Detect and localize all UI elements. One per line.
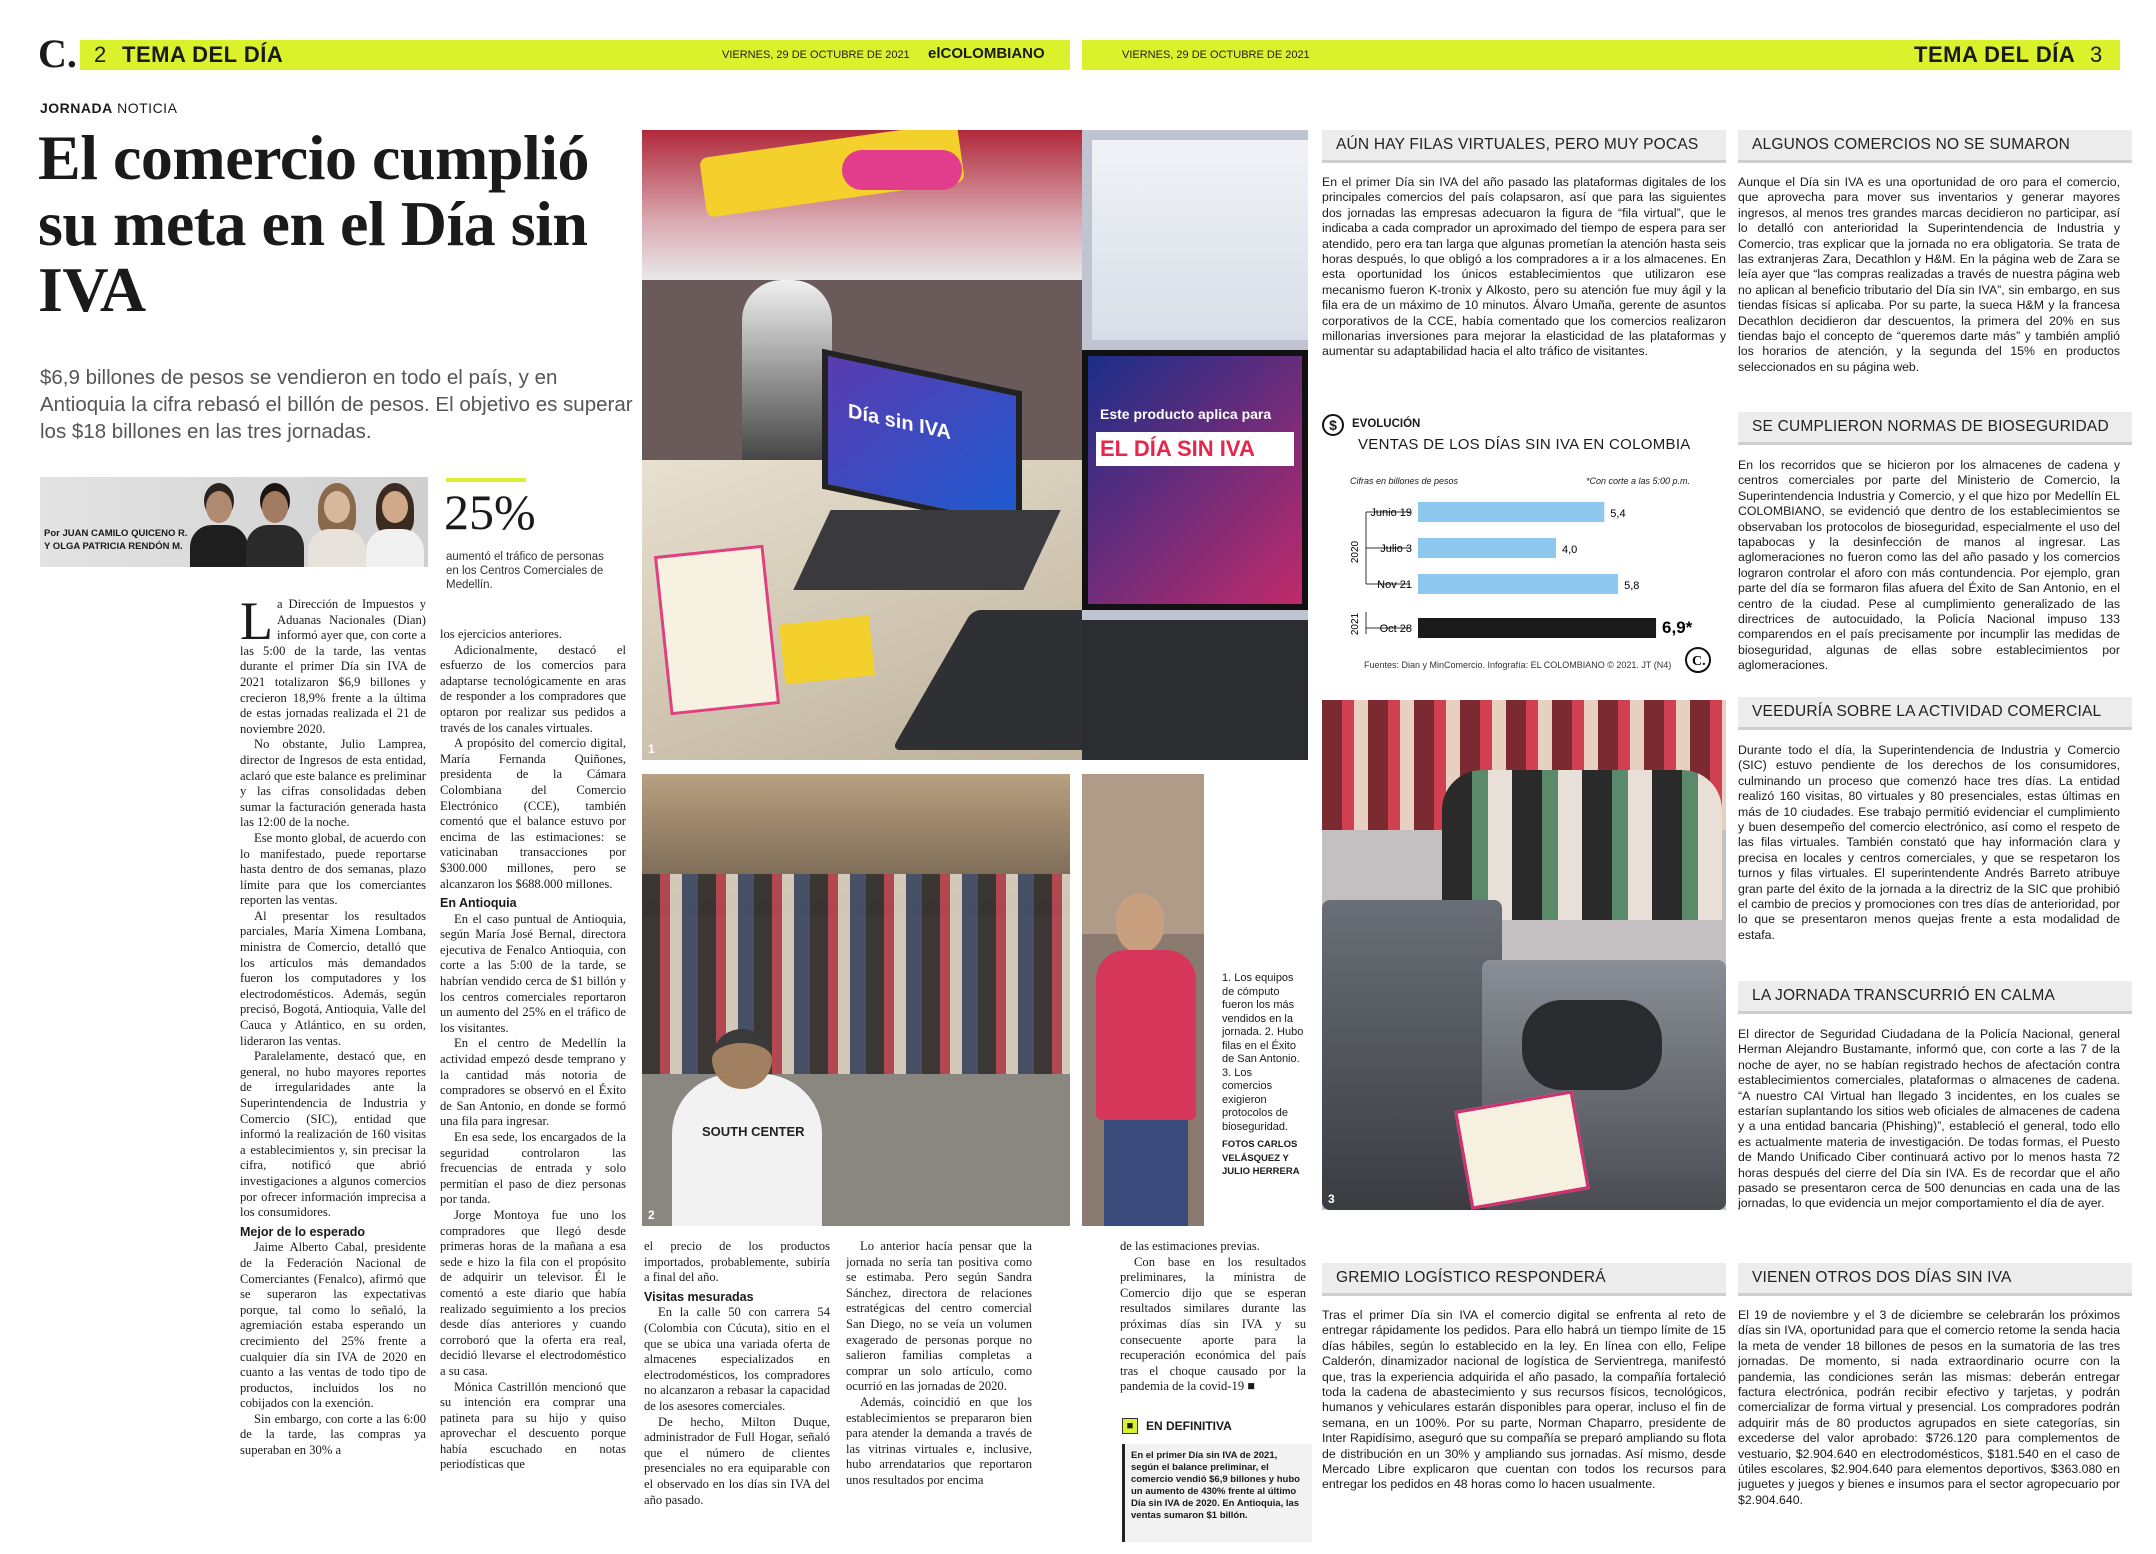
- col2-p3: A propósito del comercio digital, María Fernanda Quiñones, presidenta de la Cámara Colombiana del Comercio Electrónico (CCE), también comentó que el balance estuvo por encima de las estimaciones: se vaticinaban transacciones por $300.000 millones, pero se alcanzaron los $688.000 millones.: [440, 736, 626, 891]
- col3-p2: En la calle 50 con carrera 54 (Colombia con Cúcuta), sitio en el que se ubica una variada oferta de almacenes especializados en electrodomésticos, los compradores no alcanzaron a rebasar la capacidad de los asesores comerciales.: [644, 1305, 830, 1413]
- page-number-right: 3: [2090, 42, 2103, 67]
- shoppers: [1442, 770, 1722, 920]
- laptop-screen-text: Día sin IVA: [848, 400, 951, 445]
- col3-subhead: Visitas mesuradas: [644, 1289, 754, 1304]
- kicker-light: NOTICIA: [117, 100, 178, 116]
- byline-photo: [40, 477, 428, 567]
- value-label: 5,8: [1624, 580, 1640, 592]
- kicker: [40, 100, 177, 116]
- sidebar-heading-7: VIENEN OTROS DOS DÍAS SIN IVA: [1738, 1263, 2132, 1296]
- washer-lid: [1522, 1000, 1662, 1090]
- monitor-bg: [1092, 140, 1308, 340]
- man-jeans: [1104, 1120, 1188, 1226]
- category-label: Junio 19: [1370, 507, 1412, 519]
- col2-p5: En el centro de Medellín la actividad empezó desde temprano y la cantidad más notoria de compradores se observó en el Éxito de San Antonio, en donde se formó una fila para ingresar.: [440, 1036, 626, 1129]
- stat-rule: [446, 478, 526, 482]
- kicker-bold: JORNADA: [40, 100, 113, 116]
- sidebar-text-3: En los recorridos que se hicieron por los almacenes de cadena y centros comerciales por parte del Ministerio de Comercio, la Superintendencia Industria y Comercio, y el que hizo por Medellín EL COLOMBIANO, se evidenció que dentro de los establecimientos se observaban los protocolos de bioseguridad, especialmente el uso del tapabocas y la desinfección de manos al ingresar. Las aglomeraciones no fueron como las del año pasado y los comercios lograron controlar el aforo con más contundencia. Por ejemplo, gran parte del día se formaron filas afuera del Éxito de San Antonio, en el centro de la ciudad. Pese al cumplimiento generalizado de las directrices de autocuidado, la Policía Nacional impuso 133 comparendos en el país precisamente por incumplir las medidas de bioseguridad, algunas de ellas sobre establecimientos por aglomeraciones.: [1738, 458, 2120, 673]
- sidebar-heading-3: SE CUMPLIERON NORMAS DE BIOSEGURIDAD: [1738, 412, 2132, 445]
- chart-kicker: EVOLUCIÓN: [1352, 418, 1421, 430]
- definitiva-box: [1122, 1418, 1312, 1544]
- photo-screen-sign: [1082, 130, 1308, 760]
- header-bar-left: [80, 40, 1070, 70]
- definitiva-title: EN DEFINITIVA: [1146, 1419, 1232, 1433]
- author-photo-2: [246, 483, 304, 567]
- value-label: 5,4: [1610, 508, 1626, 520]
- laptop-sign-line-1: Este producto aplica para: [1100, 406, 1272, 422]
- photo-queue: [642, 774, 1070, 1226]
- category-label: Nov 21: [1377, 579, 1412, 591]
- byline: [44, 527, 188, 553]
- body-column-3: [644, 1239, 830, 1549]
- brand-logo: elCOLOMBIANO: [928, 45, 1045, 62]
- col5-p1: de las estimaciones previas.: [1120, 1239, 1260, 1253]
- col3-p3: De hecho, Milton Duque, administrador de Full Hogar, señaló que el número de clientes presenciales no era equiparable con el observado en los días sin IVA del año pasado.: [644, 1414, 830, 1507]
- sidebar-text-4: Durante todo el día, la Superintendencia de Industria y Comercio (SIC) estuvo pendiente de los derechos de los consumidores, culminando un proceso que comenzó hace tres días. La entidad realizó 160 visitas, 80 virtuales y 80 presenciales, estas últimas en más de 10 ciudades. Ese trabajo permitió evidenciar el cumplimiento y buen desempeño del comercio electrónico, así como el respeto de las filas virtuales. También constató que hay información clara y precisa en locales y centros comerciales, y que se respetaron los turnos y filas virtuales. El superintendente Andrés Barreto atribuye gran parte del éxito de la jornada a la directriz de la SIC que prohibió el cambio de precios y promociones con tres días de anterioridad, por lo que se presentaron menos quejas frente a esta modalidad de estafa.: [1738, 743, 2120, 942]
- author-photo-3: [308, 483, 366, 567]
- col3-p1: el precio de los productos importados, probablemente, subiría a final del año.: [644, 1239, 830, 1285]
- sidebar-heading-1: AÚN HAY FILAS VIRTUALES, PERO MUY POCAS: [1322, 130, 1726, 163]
- col1-p3: Ese monto global, de acuerdo con lo manifestado, puede reportarse hasta dentro de dos semanas, plazo límite para que los comerciantes reporten las ventas.: [240, 830, 426, 908]
- section-title-left: TEMA DEL DÍA: [122, 42, 284, 67]
- sidebar-heading-2: ALGUNOS COMERCIOS NO SE SUMARON: [1738, 130, 2132, 163]
- photo-appliances: [1322, 700, 1726, 1210]
- col1-subhead: Mejor de lo esperado: [240, 1224, 366, 1239]
- value-label: 4,0: [1562, 544, 1578, 556]
- date-left: VIERNES, 29 DE OCTUBRE DE 2021: [722, 49, 910, 61]
- sidebar-text-7: El 19 de noviembre y el 3 de diciembre se celebrarán los próximos días sin IVA, oportunidad para que el comercio retome la senda hacia la meta de vender 18 billones de pesos en la sumatoria de las tres jornadas. De momento, si nada extraordinario ocurre con la pandemia, las condiciones serán las mismas: deberán entregar factura electrónica, podrán recibir efectivo y tarjetas, y podrán comercializar de forma virtual y presencial. Los compradores podrán adquirir más de 80 productos agrupados en siete categorías, sin excederse del valor aprobado: $726.120 para complementos de vestuario, $2.904.640 en electrodomésticos, $181.540 en el caso de útiles escolares, $2.904.640 para elementos deportivos, $363.080 en juguetes y juegos y bienes e insumos para el sector agropecuario por $2.904.640.: [1738, 1308, 2120, 1507]
- sidebar-text-6: Tras el primer Día sin IVA el comercio digital se enfrenta al reto de entregar rápidamente los pedidos. Para ello habrá un tiempo límite de 15 días hábiles, según lo establecido en la ley. En línea con ello, Felipe Calderón, dinamizador nacional de logística de Servientrega, manifestó que, tras la experiencia adquirida el año pasado, la compañía fortaleció toda la cadena de abastecimiento y sus recursos físicos, tecnológicos, humanos y vehiculares estarán disponibles para operar, incluso el fin de semana, en un 100%. Por su parte, Norman Chaparro, presidente de Inter Rapidísimo, aseguró que su compañía se preparó ampliando su flota de distribución en un 30% y ampliando sus jornadas. Así mismo, desde Mercado Libre explicaron que cuentan con todos los recursos para entregar los pedidos en 48 horas como lo hacen usualmente.: [1322, 1308, 1726, 1492]
- shopper-figure: [742, 280, 832, 480]
- chart-icon: $: [1322, 414, 1344, 436]
- chart-corte-note: *Con corte a las 5:00 p.m.: [1586, 476, 1691, 486]
- author-photo-1: [190, 483, 248, 567]
- col2-p2: Adicionalmente, destacó el esfuerzo de los comercios para adaptarse tecnológicamente en aras de responder a los compradores que optaron por realizar sus pedidos a través de los canales virtuales.: [440, 642, 626, 735]
- man-head: [1116, 894, 1164, 952]
- man-cap: [672, 1074, 822, 1226]
- sidebar-text-5: El director de Seguridad Ciudadana de la Policía Nacional, general Herman Alejandro Bustamante, informó que, con corte a las 7 de la noche de ayer, no se habían registrado hechos de afectación contra establecimientos comerciales, plataformas o almacenes de cadena. “A nuestro CAI Virtual han llegado 3 incidentes, en los cuales se estarían suplantando los sitios web oficiales de almacenes de cadena y a una entidad bancaria (Phishing)”, estableció el general, todo ello es actualmente materia de investigación. De todas formas, el Puesto de Mando Unificado Ciber continuará activo por lo menos hasta 72 horas después del cierre del Día sin IVA. Es de recordar que el año pasado se presentaron cerca de 500 denuncias en cada una de las jornadas, lo que evidencia un mejor comportamiento el día de ayer.: [1738, 1027, 2120, 1211]
- chart-source: Fuentes: Dian y MinComercio. Infografía: EL COLOMBIANO © 2021. JT (N4): [1364, 660, 1672, 670]
- chart-unit-note: Cifras en billones de pesos: [1350, 476, 1459, 486]
- laptop-sign-line-2: EL DÍA SIN IVA: [1096, 432, 1294, 466]
- laptop-keyboard-1: [793, 510, 1060, 590]
- bar: [1418, 574, 1618, 594]
- stat-value: 25%: [444, 484, 536, 540]
- group-label-2021: 2021: [1350, 612, 1361, 636]
- price-tag-1: [654, 545, 780, 716]
- col1-p1: a Dirección de Impuestos y Aduanas Nacionales (Dian) informó ayer que, con corte a las 5:00 de la tarde, las ventas durante el primer Día sin IVA de 2021 totalizaron $6,9 billones y crecieron 18,9% frente a la última de estas jornadas realizada el 21 de noviembre 2020.: [240, 597, 426, 736]
- sidebar-heading-6: GREMIO LOGÍSTICO RESPONDERÁ: [1322, 1263, 1726, 1296]
- date-right: VIERNES, 29 DE OCTUBRE DE 2021: [1122, 49, 1310, 61]
- col2-subhead: En Antioquia: [440, 896, 517, 911]
- bar: [1418, 538, 1556, 558]
- sidebar-text-2: Aunque el Día sin IVA es una oportunidad de oro para el comercio, que aprovecha para mover sus inventarios y generar mayores ingresos, al menos tres grandes marcas decidieron no participar, así lo detalló con anterioridad la Superintendencia de Industria y Comercio, tras explicar que la jornada no era obligatoria. Se trata de las extranjeras Zara, Decathlon y H&M. En la página web de Zara se leía ayer que “las compras realizadas a través de nuestra página web no aplican al beneficio tributario del Día sin IVA”, sin embargo, en sus tiendas físicas sí aplicaba. Por su parte, la sueca H&M y la francesa Decathlon decidieron dar descuentos, la primera del 20% en sus tiendas bajo el concepto de “queremos darte más” y también amplió los horarios de atención, y la segunda del 15% en productos seleccionados en su página web.: [1738, 175, 2120, 374]
- col1-p7: Sin embargo, con corte a las 6:00 de la tarde, las compras ya superaban en 30% a: [240, 1411, 426, 1458]
- stat-text: aumentó el tráfico de personas en los Centros Comerciales de Medellín.: [446, 551, 604, 591]
- author-photo-4: [366, 483, 424, 567]
- price-tag-2: [779, 615, 875, 684]
- bar: [1418, 618, 1656, 638]
- col5-p2: Con base en los resultados preliminares, la ministra de Comercio dijo que se esperan resultados similares durante las próximas días sin IVA y su consecuente aporte para la recuperación económica del país tras el choque causado por la pandemia de la covid-19 ■: [1120, 1254, 1306, 1394]
- photo-credit: FOTOS CARLOS VELÁSQUEZ Y JULIO HERRERA: [1222, 1139, 1300, 1177]
- col1-p5: Paralelamente, destacó que, en general, no hubo mayores reportes de irregularidades ante la Superintendencia de Industria y Comercio (SIC), entidad que informó la realización de 160 visitas a establecimientos y, sin precisar la cifra, notificó que abrió investigaciones a algunos comercios por ofrecer información imprecisa a los consumidores.: [240, 1049, 426, 1220]
- caption-text: 1. Los equipos de cómputo fueron los más vendidos en la jornada. 2. Hubo filas en el Éxito de San Antonio. 3. Los comercios exigieron protocolos de bioseguridad.: [1222, 972, 1304, 1133]
- col1-p6: Jaime Alberto Cabal, presidente de la Federación Nacional de Comerciantes (Fenalco), afirmó que se superaron las expectativas porque, tal como lo señaló, la agremiación estaba esperando un crecimiento del 25% frente a cualquier día sin IVA de 2020 en cuanto a las ventas de todo tipo de productos, incluidos los no cobijados con la exención.: [240, 1240, 426, 1411]
- logo-left: C.: [38, 31, 77, 76]
- col2-p4: En el caso puntual de Antioquia, según María José Bernal, directora ejecutiva de Fenalco Antioquia, con corte a las 5:00 de la tarde, se habrían vendido cerca de $1 billón y los centros comerciales reportaron un aumento del 25% en el tráfico de los visitantes.: [440, 911, 626, 1035]
- chart-panel: [1322, 412, 1726, 674]
- sidebar-heading-5: LA JORNADA TRANSCURRIÓ EN CALMA: [1738, 981, 2132, 1014]
- man-cap-head: [712, 1029, 772, 1089]
- col2-p7: Jorge Montoya fue uno los compradores que llegó desde primeras horas de la mañana a esa sede e hizo la fila con el propósito de adquirir un televisor. Él le comentó a este diario que había realizado seguimiento a los precios desde días anteriores y cuando corroboró que la oferta era real, decidió llevarse el electrodoméstico a su casa.: [440, 1207, 626, 1378]
- store-sign-2: [842, 150, 962, 190]
- man-pink-shirt: [1096, 950, 1196, 1120]
- byline-line-1: Por JUAN CAMILO QUICENO R.: [44, 528, 188, 539]
- crowd: [642, 874, 1070, 1094]
- byline-line-2: Y OLGA PATRICIA RENDÓN M.: [44, 541, 183, 552]
- col1-p2: No obstante, Julio Lamprea, director de Ingresos de esta entidad, aclaró que este balance es preliminar y las cifras consolidadas deben sumar la facturación generada hasta las 12:00 de la noche.: [240, 737, 426, 830]
- group-label-2020: 2020: [1350, 540, 1361, 564]
- header-bar-right: [1082, 40, 2120, 70]
- chart-title: VENTAS DE LOS DÍAS SIN IVA EN COLOMBIA: [1358, 436, 1691, 453]
- photo-number-2: 2: [648, 1208, 655, 1222]
- col2-p8: Mónica Castrillón mencionó que su intención era comprar una patineta para su hijo y quiso aprovechar el descuento porque había escuchado en notas periodísticas que: [440, 1379, 626, 1472]
- body-column-1: [240, 597, 426, 1549]
- definitiva-icon: ■: [1122, 1418, 1138, 1434]
- laptop-base: [1082, 620, 1308, 760]
- definitiva-text: En el primer Día sin IVA de 2021, según el balance preliminar, el comercio vendió $6,9 billones y hubo un aumento de 430% frente al último Día sin IVA de 2020. En Antioquia, las ventas sumaron $1 billón.: [1122, 1444, 1312, 1542]
- bar: [1418, 502, 1604, 522]
- brand-badge-letter: C.: [1692, 654, 1706, 669]
- shirt-text: SOUTH CENTER: [702, 1124, 805, 1139]
- photo-man-pink: [1082, 774, 1204, 1226]
- sidebar-heading-4: VEEDURÍA SOBRE LA ACTIVIDAD COMERCIAL: [1738, 697, 2132, 730]
- chart-svg: [1322, 488, 1726, 674]
- value-label: 6,9*: [1662, 618, 1693, 637]
- category-label: Julio 3: [1380, 543, 1412, 555]
- promo-card: [1454, 1090, 1590, 1209]
- photo-number-1: 1: [648, 742, 655, 756]
- sidebar-text-1: En el primer Día sin IVA del año pasado las plataformas digitales de los principales comercios del país colapsaron, así que para las siguientes dos jornadas las empresas adecuaron la figura de “fila virtual”, que le indicaba a cada comprador un aproximado del tiempo de espera para ser atendido, pero era tan larga que algunas prometían la atención hasta seis horas después, lo que obligó a los compradores a ir a los almacenes. En esta oportunidad los únicos establecimientos que utilizaron ese mecanismo fueron K-tronix y Alkosto, pero su atención fue muy ágil y la fila era de un máximo de 10 minutos. Álvaro Umaña, gerente de asuntos corporativos de la CCE, había comentado que los comercios realizaron millonarias inversiones para mejorar la elasticidad de las plataformas y aumentar su adaptabilidad hacia el alto tráfico de visitantes.: [1322, 175, 1726, 359]
- lede: $6,9 billones de pesos se vendieron en todo el país, y en Antioquia la cifra rebasó el billón de pesos. El objetivo es superar los $18 billones en las tres jornadas.: [40, 366, 633, 443]
- body-column-2: [440, 627, 626, 1549]
- body-column-5: [1120, 1239, 1306, 1409]
- col1-p4: Al presentar los resultados parciales, María Ximena Lombana, ministra de Comercio, detalló que los artículos más demandados fueron los computadores y los electrodomésticos. Además, según precisó, Bogotá, Antioquia, Valle del Cauca y Atlántico, en su orden, lideraron las ventas.: [240, 908, 426, 1048]
- photo-caption: [1222, 972, 1304, 1179]
- drop-cap: L: [240, 597, 273, 651]
- col2-p6: En esa sede, los encargados de la seguridad controlaron las frecuencias de entrada y solo permitían el paso de diez personas por tanda.: [440, 1130, 626, 1207]
- category-label: Oct 28: [1379, 623, 1412, 635]
- col2-p1: los ejercicios anteriores.: [440, 627, 563, 641]
- laptop-sign-screen: [1082, 350, 1308, 610]
- section-title-right: TEMA DEL DÍA: [1914, 42, 2076, 67]
- body-column-4: [846, 1239, 1032, 1549]
- photo-number-3: 3: [1328, 1192, 1335, 1206]
- col4-p2: Además, coincidió en que los establecimientos se prepararon bien para atender la demanda a través de las vitrinas virtuales e, inclusive, hubo arrendatarios que reportaron unos resultados por encima: [846, 1394, 1032, 1487]
- headline: El comercio cumplió su meta en el Día sin IVA: [38, 122, 589, 325]
- page-number-left: 2: [94, 42, 107, 67]
- col4-p1: Lo anterior hacía pensar que la jornada no sería tan positiva como se estimaba. Pero según Sandra Sánchez, directora de relaciones estratégicas del centro comercial San Diego, no se veía un volumen exagerado de personas porque no salieron familias completas a comprar un solo artículo, como ocurrió en las jornadas de 2020.: [846, 1239, 1032, 1394]
